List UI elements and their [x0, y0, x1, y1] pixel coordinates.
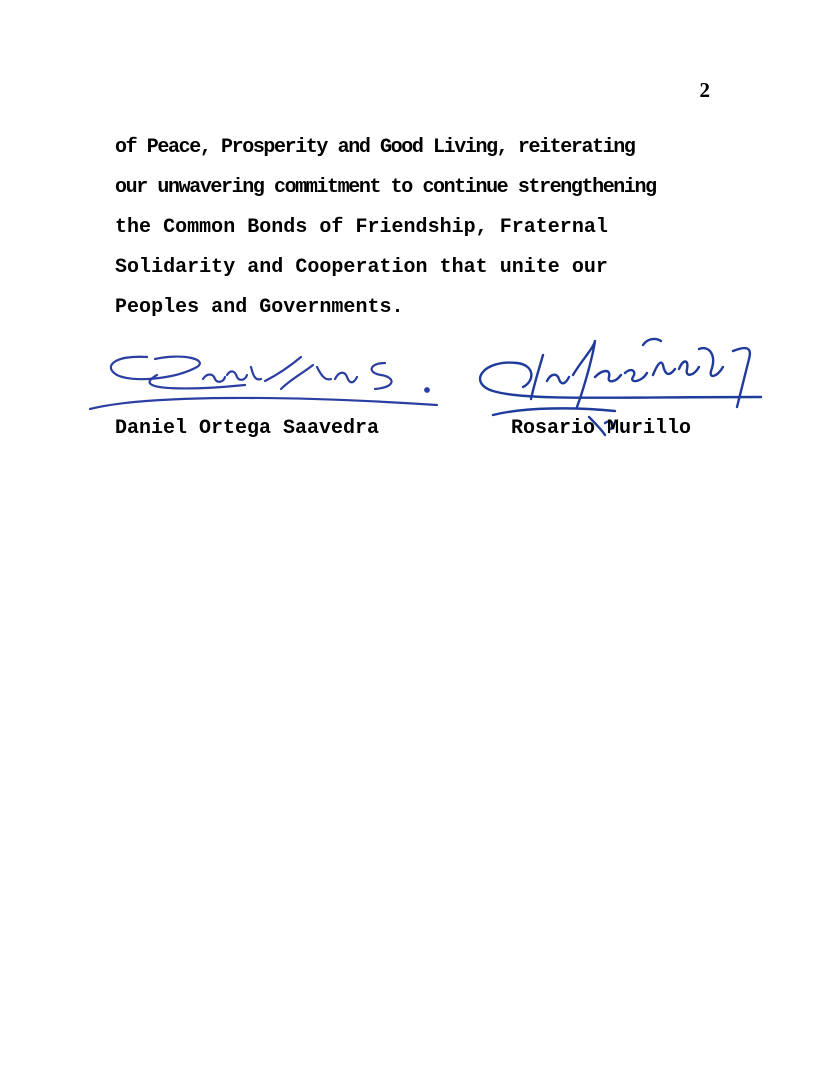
body-line: Solidarity and Cooperation that unite our — [115, 256, 608, 279]
signature-block-murillo — [465, 325, 775, 445]
signatory-name-murillo: Rosario Murillo — [511, 417, 692, 440]
body-line: Peoples and Governments. — [115, 296, 404, 319]
page-number: 2 — [699, 78, 710, 102]
handwritten-signature-ortega — [85, 345, 445, 420]
signatory-name-ortega: Daniel Ortega Saavedra — [115, 417, 380, 440]
body-line: the Common Bonds of Friendship, Fraternal — [115, 216, 608, 239]
body-line: our unwavering commitment to continue strengthening — [115, 176, 656, 199]
body-paragraph — [115, 128, 715, 328]
signature-block-ortega — [85, 345, 445, 445]
body-line: of Peace, Prosperity and Good Living, reiterating — [115, 136, 635, 159]
